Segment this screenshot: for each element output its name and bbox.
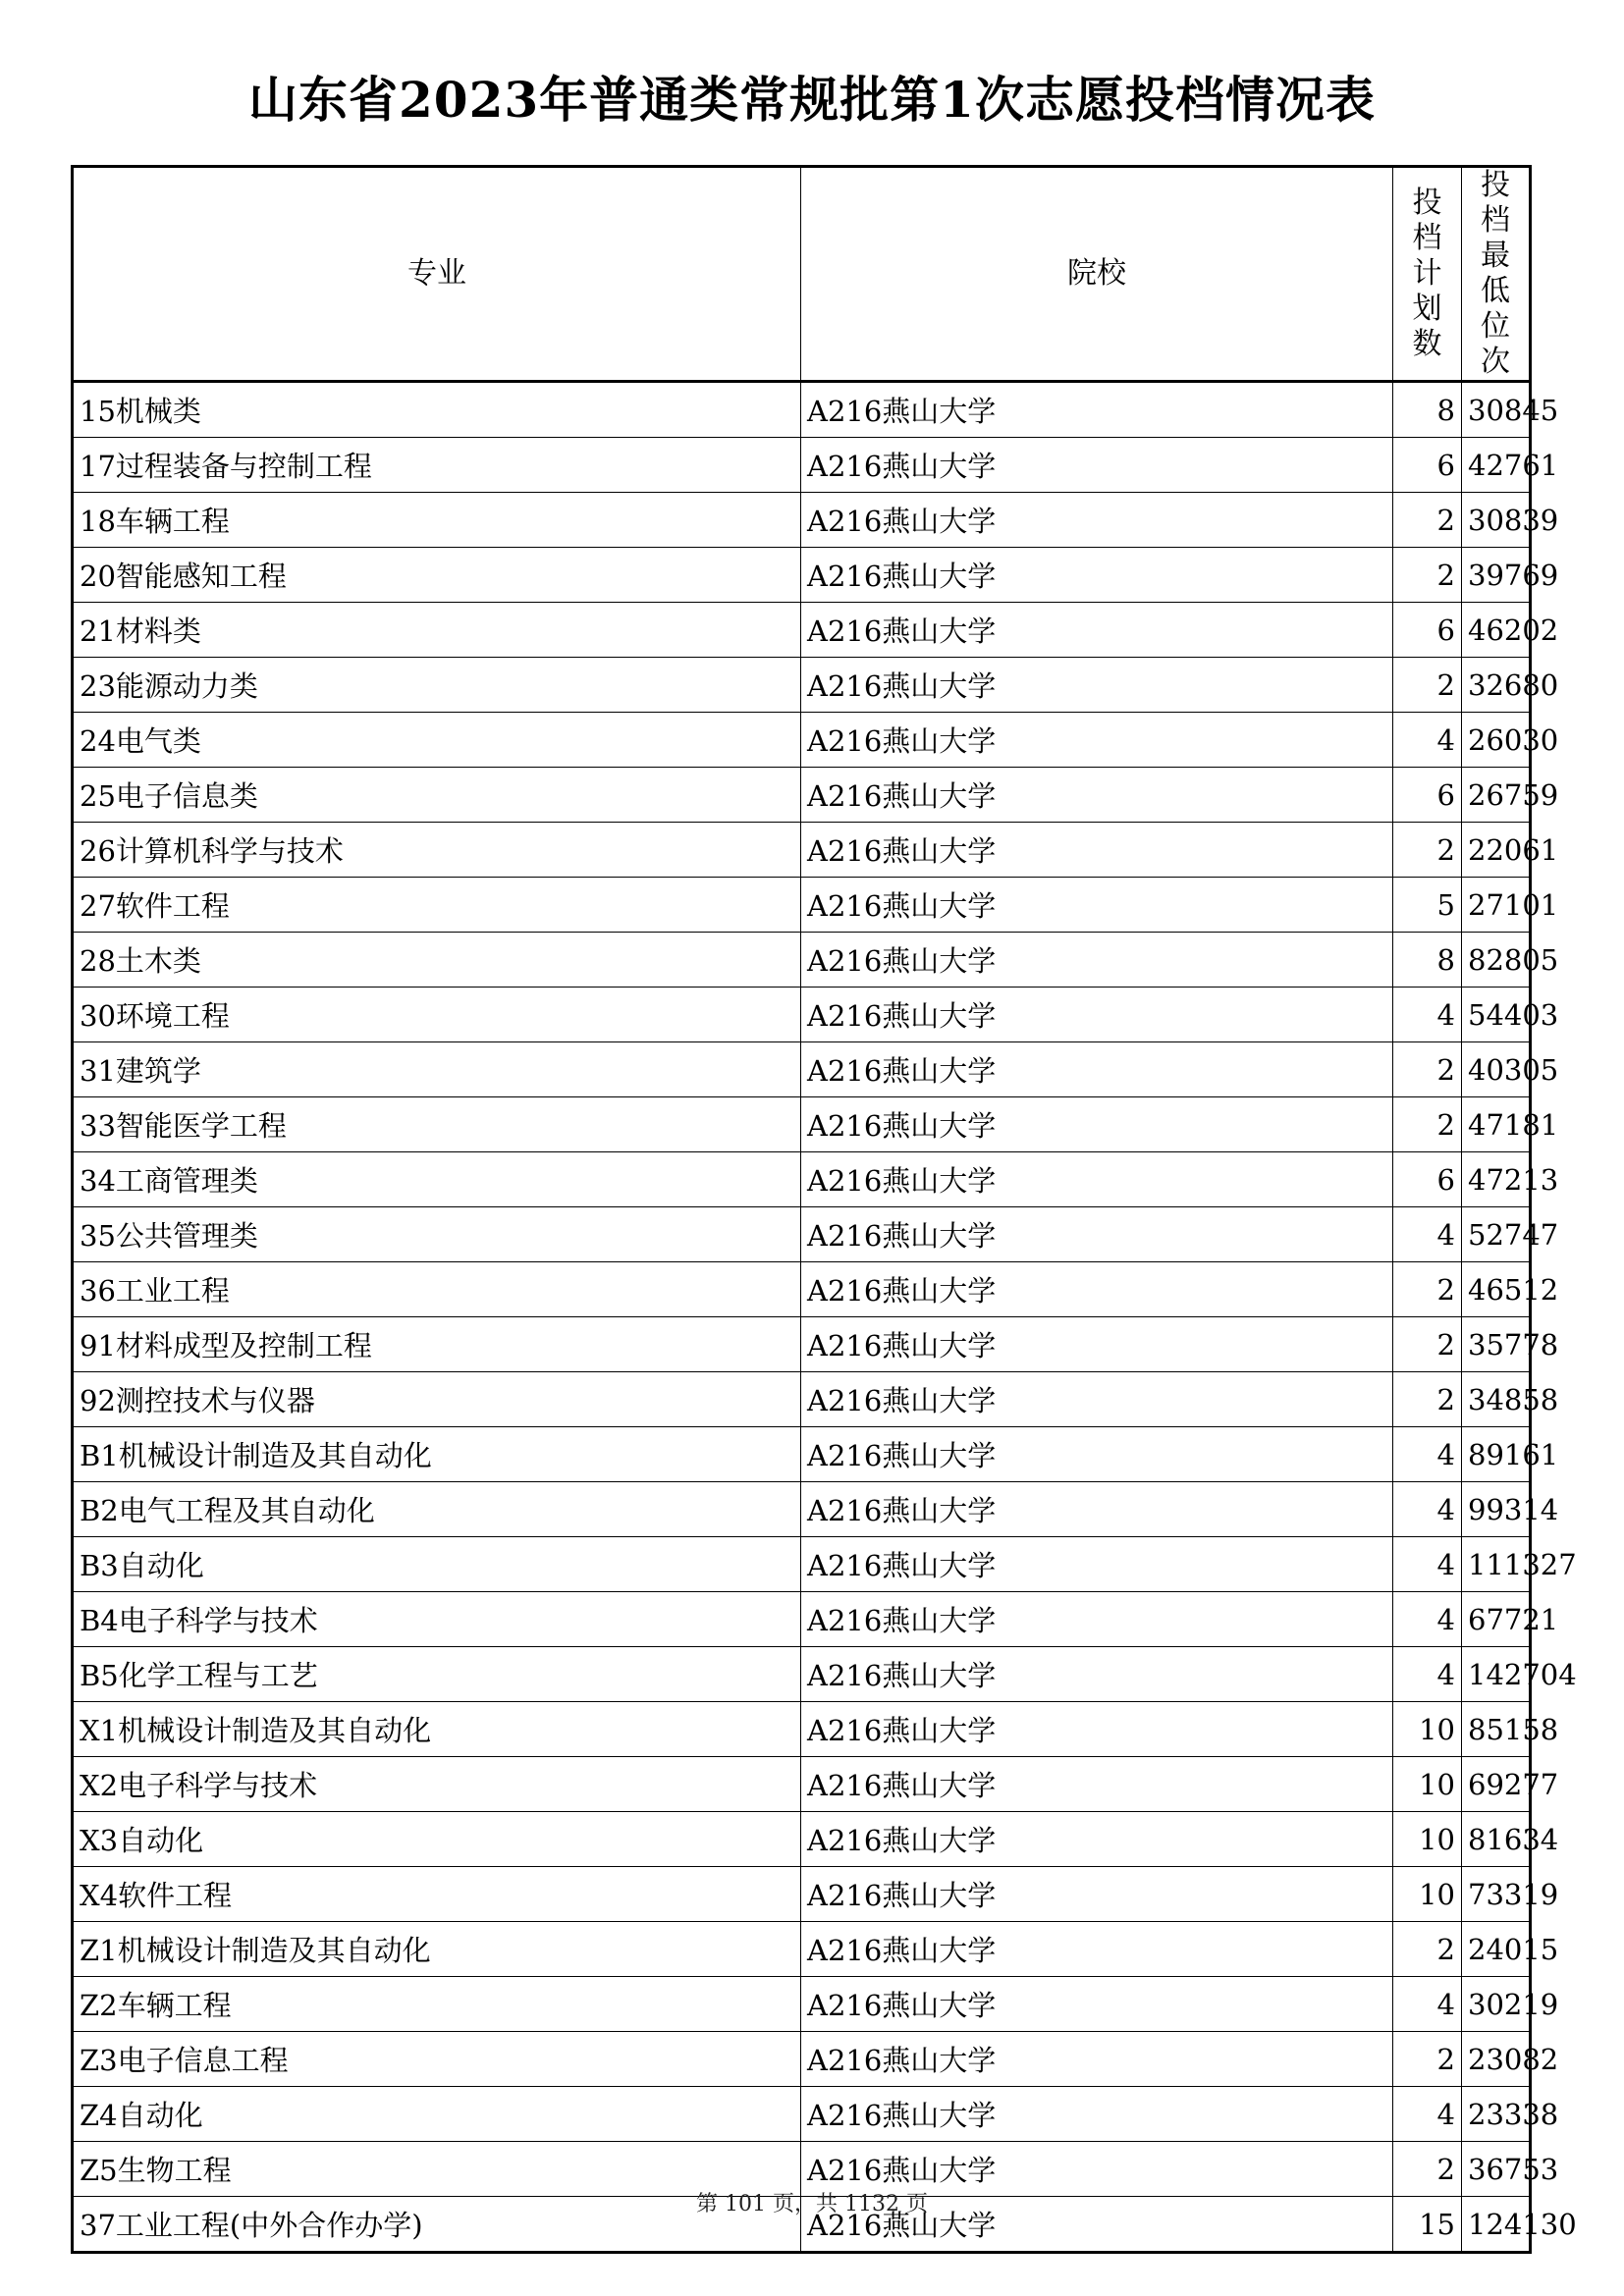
major-cell: 18车辆工程 xyxy=(73,493,801,548)
plan-count-cell: 2 xyxy=(1393,1262,1462,1317)
plan-count-cell: 4 xyxy=(1393,1482,1462,1537)
major-cell: 33智能医学工程 xyxy=(73,1097,801,1152)
table-row xyxy=(73,1042,1531,1097)
page-footer: 第 101 页，共 1132 页 xyxy=(696,2192,928,2216)
school-cell: A216燕山大学 xyxy=(801,1537,1393,1592)
table-row xyxy=(73,658,1531,713)
major-cell: 27软件工程 xyxy=(73,878,801,933)
min-rank-cell: 42761 xyxy=(1462,438,1531,493)
major-cell: B3自动化 xyxy=(73,1537,801,1592)
plan-count-cell: 4 xyxy=(1393,988,1462,1042)
major-cell: 35公共管理类 xyxy=(73,1207,801,1262)
major-cell: X2电子科学与技术 xyxy=(73,1757,801,1812)
major-cell: 91材料成型及控制工程 xyxy=(73,1317,801,1372)
plan-count-cell: 2 xyxy=(1393,658,1462,713)
school-cell: A216燕山大学 xyxy=(801,1152,1393,1207)
school-cell: A216燕山大学 xyxy=(801,2087,1393,2142)
min-rank-cell: 35778 xyxy=(1462,1317,1531,1372)
plan-count-cell: 8 xyxy=(1393,382,1462,438)
min-rank-cell: 40305 xyxy=(1462,1042,1531,1097)
plan-count-cell: 6 xyxy=(1393,1152,1462,1207)
min-rank-cell: 30845 xyxy=(1462,382,1531,438)
major-cell: Z5生物工程 xyxy=(73,2142,801,2197)
school-cell: A216燕山大学 xyxy=(801,1427,1393,1482)
plan-count-cell: 10 xyxy=(1393,1812,1462,1867)
table-row xyxy=(73,382,1531,438)
table-row xyxy=(73,603,1531,658)
min-rank-cell: 46512 xyxy=(1462,1262,1531,1317)
major-cell: X1机械设计制造及其自动化 xyxy=(73,1702,801,1757)
page-title: 山东省2023年普通类常规批第1次志愿投档情况表 xyxy=(248,71,1376,129)
major-cell: Z1机械设计制造及其自动化 xyxy=(73,1922,801,1977)
table-row xyxy=(73,1592,1531,1647)
major-cell: Z4自动化 xyxy=(73,2087,801,2142)
plan-count-cell: 4 xyxy=(1393,2087,1462,2142)
school-cell: A216燕山大学 xyxy=(801,933,1393,988)
min-rank-cell: 24015 xyxy=(1462,1922,1531,1977)
school-cell: A216燕山大学 xyxy=(801,1812,1393,1867)
major-cell: 17过程装备与控制工程 xyxy=(73,438,801,493)
min-rank-cell: 47181 xyxy=(1462,1097,1531,1152)
min-rank-cell: 30219 xyxy=(1462,1977,1531,2032)
min-rank-cell: 89161 xyxy=(1462,1427,1531,1482)
school-cell: A216燕山大学 xyxy=(801,1977,1393,2032)
major-cell: 21材料类 xyxy=(73,603,801,658)
school-cell: A216燕山大学 xyxy=(801,603,1393,658)
table-row xyxy=(73,1097,1531,1152)
school-cell: A216燕山大学 xyxy=(801,1317,1393,1372)
min-rank-cell: 73319 xyxy=(1462,1867,1531,1922)
major-cell: 30环境工程 xyxy=(73,988,801,1042)
school-cell: A216燕山大学 xyxy=(801,1097,1393,1152)
plan-count-cell: 6 xyxy=(1393,438,1462,493)
school-cell: A216燕山大学 xyxy=(801,1922,1393,1977)
major-cell: B5化学工程与工艺 xyxy=(73,1647,801,1702)
school-cell: A216燕山大学 xyxy=(801,1702,1393,1757)
major-cell: 92测控技术与仪器 xyxy=(73,1372,801,1427)
plan-count-cell: 2 xyxy=(1393,823,1462,878)
table-row xyxy=(73,1977,1531,2032)
plan-count-cell: 10 xyxy=(1393,1867,1462,1922)
plan-count-cell: 4 xyxy=(1393,1592,1462,1647)
min-rank-cell: 32680 xyxy=(1462,658,1531,713)
school-cell: A216燕山大学 xyxy=(801,1372,1393,1427)
major-cell: 34工商管理类 xyxy=(73,1152,801,1207)
school-cell: A216燕山大学 xyxy=(801,493,1393,548)
table-row xyxy=(73,878,1531,933)
min-rank-cell: 142704 xyxy=(1462,1647,1531,1702)
table-row xyxy=(73,933,1531,988)
min-rank-cell: 27101 xyxy=(1462,878,1531,933)
major-cell: X3自动化 xyxy=(73,1812,801,1867)
min-rank-cell: 124130 xyxy=(1462,2197,1531,2253)
school-cell: A216燕山大学 xyxy=(801,2197,1393,2253)
plan-count-cell: 2 xyxy=(1393,1042,1462,1097)
plan-count-cell: 2 xyxy=(1393,2032,1462,2087)
major-cell: B4电子科学与技术 xyxy=(73,1592,801,1647)
school-cell: A216燕山大学 xyxy=(801,1262,1393,1317)
major-cell: 15机械类 xyxy=(73,382,801,438)
table-row xyxy=(73,2087,1531,2142)
min-rank-cell: 23338 xyxy=(1462,2087,1531,2142)
header-major: 专业 xyxy=(73,167,801,382)
table-row xyxy=(73,1812,1531,1867)
table-header-row xyxy=(73,167,1531,382)
school-cell: A216燕山大学 xyxy=(801,438,1393,493)
major-cell: Z2车辆工程 xyxy=(73,1977,801,2032)
plan-count-cell: 4 xyxy=(1393,1207,1462,1262)
table-row xyxy=(73,1427,1531,1482)
table-row xyxy=(73,1537,1531,1592)
school-cell: A216燕山大学 xyxy=(801,2142,1393,2197)
plan-count-cell: 4 xyxy=(1393,1427,1462,1482)
major-cell: X4软件工程 xyxy=(73,1867,801,1922)
plan-count-cell: 6 xyxy=(1393,768,1462,823)
header-plan: 投档计划数 xyxy=(1393,167,1462,382)
school-cell: A216燕山大学 xyxy=(801,658,1393,713)
school-cell: A216燕山大学 xyxy=(801,548,1393,603)
table-row xyxy=(73,548,1531,603)
plan-count-cell: 15 xyxy=(1393,2197,1462,2253)
school-cell: A216燕山大学 xyxy=(801,2032,1393,2087)
min-rank-cell: 46202 xyxy=(1462,603,1531,658)
plan-count-cell: 4 xyxy=(1393,1537,1462,1592)
min-rank-cell: 69277 xyxy=(1462,1757,1531,1812)
major-cell: 24电气类 xyxy=(73,713,801,768)
min-rank-cell: 54403 xyxy=(1462,988,1531,1042)
min-rank-cell: 111327 xyxy=(1462,1537,1531,1592)
min-rank-cell: 99314 xyxy=(1462,1482,1531,1537)
major-cell: 26计算机科学与技术 xyxy=(73,823,801,878)
school-cell: A216燕山大学 xyxy=(801,1592,1393,1647)
plan-count-cell: 4 xyxy=(1393,1647,1462,1702)
major-cell: 31建筑学 xyxy=(73,1042,801,1097)
major-cell: Z3电子信息工程 xyxy=(73,2032,801,2087)
min-rank-cell: 52747 xyxy=(1462,1207,1531,1262)
school-cell: A216燕山大学 xyxy=(801,1207,1393,1262)
min-rank-cell: 85158 xyxy=(1462,1702,1531,1757)
plan-count-cell: 2 xyxy=(1393,1372,1462,1427)
header-school: 院校 xyxy=(801,167,1393,382)
table-row xyxy=(73,988,1531,1042)
header-min-rank: 投档最低位次 xyxy=(1462,167,1531,382)
table-row xyxy=(73,1317,1531,1372)
table-row xyxy=(73,823,1531,878)
table-row xyxy=(73,1372,1531,1427)
school-cell: A216燕山大学 xyxy=(801,1757,1393,1812)
min-rank-cell: 22061 xyxy=(1462,823,1531,878)
plan-count-cell: 2 xyxy=(1393,1097,1462,1152)
plan-count-cell: 10 xyxy=(1393,1702,1462,1757)
min-rank-cell: 30839 xyxy=(1462,493,1531,548)
table-row xyxy=(73,2032,1531,2087)
school-cell: A216燕山大学 xyxy=(801,1482,1393,1537)
plan-count-cell: 2 xyxy=(1393,1317,1462,1372)
major-cell: 28土木类 xyxy=(73,933,801,988)
table-row xyxy=(73,1867,1531,1922)
plan-count-cell: 5 xyxy=(1393,878,1462,933)
major-cell: 25电子信息类 xyxy=(73,768,801,823)
min-rank-cell: 67721 xyxy=(1462,1592,1531,1647)
min-rank-cell: 82805 xyxy=(1462,933,1531,988)
min-rank-cell: 47213 xyxy=(1462,1152,1531,1207)
major-cell: 23能源动力类 xyxy=(73,658,801,713)
major-cell: 20智能感知工程 xyxy=(73,548,801,603)
table-row xyxy=(73,1152,1531,1207)
table-row xyxy=(73,1757,1531,1812)
plan-count-cell: 2 xyxy=(1393,493,1462,548)
table-row xyxy=(73,713,1531,768)
school-cell: A216燕山大学 xyxy=(801,382,1393,438)
table-row xyxy=(73,1262,1531,1317)
school-cell: A216燕山大学 xyxy=(801,988,1393,1042)
table-row xyxy=(73,1922,1531,1977)
table-body xyxy=(73,382,1577,2253)
plan-count-cell: 6 xyxy=(1393,603,1462,658)
school-cell: A216燕山大学 xyxy=(801,768,1393,823)
major-cell: 37工业工程(中外合作办学) xyxy=(73,2197,801,2253)
min-rank-cell: 26030 xyxy=(1462,713,1531,768)
plan-count-cell: 2 xyxy=(1393,2142,1462,2197)
major-cell: B1机械设计制造及其自动化 xyxy=(73,1427,801,1482)
plan-count-cell: 10 xyxy=(1393,1757,1462,1812)
min-rank-cell: 26759 xyxy=(1462,768,1531,823)
major-cell: 36工业工程 xyxy=(73,1262,801,1317)
plan-count-cell: 2 xyxy=(1393,1922,1462,1977)
table-row xyxy=(73,1647,1531,1702)
table-row xyxy=(73,768,1531,823)
school-cell: A216燕山大学 xyxy=(801,1647,1393,1702)
table-row xyxy=(73,438,1531,493)
major-cell: B2电气工程及其自动化 xyxy=(73,1482,801,1537)
admission-table xyxy=(71,165,1577,2254)
school-cell: A216燕山大学 xyxy=(801,878,1393,933)
table-row xyxy=(73,1207,1531,1262)
plan-count-cell: 4 xyxy=(1393,713,1462,768)
school-cell: A216燕山大学 xyxy=(801,823,1393,878)
school-cell: A216燕山大学 xyxy=(801,713,1393,768)
plan-count-cell: 8 xyxy=(1393,933,1462,988)
school-cell: A216燕山大学 xyxy=(801,1042,1393,1097)
min-rank-cell: 23082 xyxy=(1462,2032,1531,2087)
plan-count-cell: 2 xyxy=(1393,548,1462,603)
table-row xyxy=(73,1702,1531,1757)
table-row xyxy=(73,493,1531,548)
min-rank-cell: 36753 xyxy=(1462,2142,1531,2197)
plan-count-cell: 4 xyxy=(1393,1977,1462,2032)
min-rank-cell: 39769 xyxy=(1462,548,1531,603)
min-rank-cell: 34858 xyxy=(1462,1372,1531,1427)
min-rank-cell: 81634 xyxy=(1462,1812,1531,1867)
school-cell: A216燕山大学 xyxy=(801,1867,1393,1922)
table-row xyxy=(73,1482,1531,1537)
